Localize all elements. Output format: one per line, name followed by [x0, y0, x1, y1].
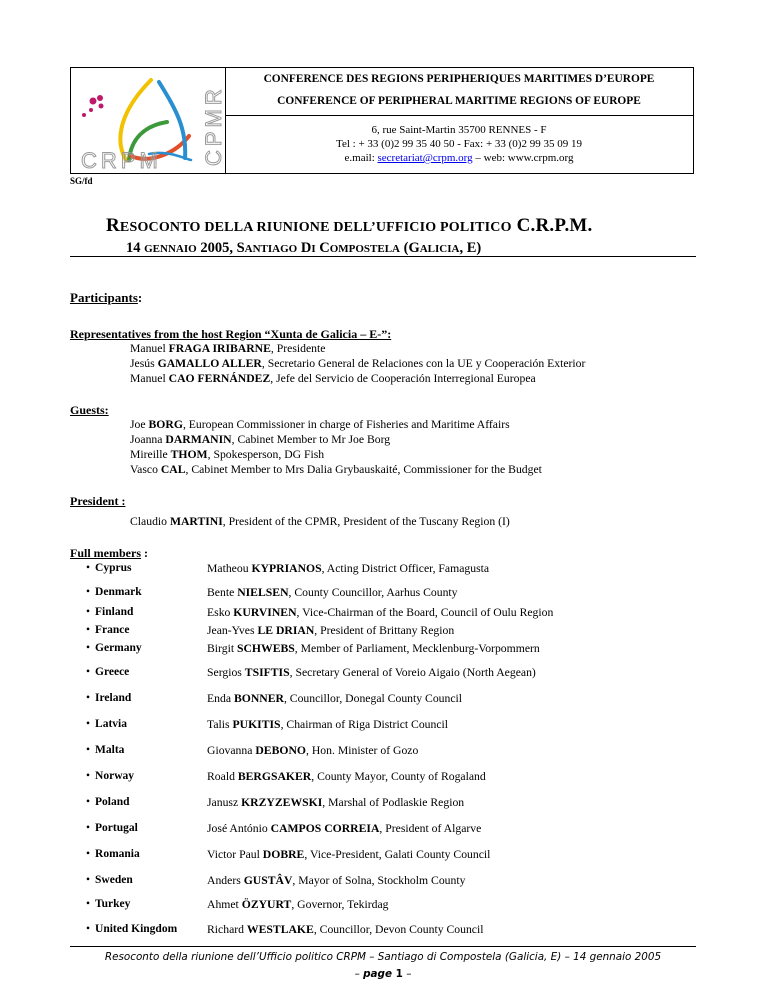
member-person: Victor Paul DOBRE, Vice-President, Galati County Council — [207, 848, 491, 861]
logo-text-cpmr: CPMR — [201, 85, 225, 166]
member-country: • Germany — [86, 642, 142, 654]
participants-heading: Participants: — [70, 290, 143, 305]
member-person: Richard WESTLAKE, Councillor, Devon County Council — [207, 923, 484, 936]
member-country: • Ireland — [86, 692, 131, 704]
footer-rule — [70, 946, 696, 947]
member-country: • United Kingdom — [86, 923, 177, 935]
guest-person: Joanna DARMANIN, Cabinet Member to Mr Joe Borg — [130, 433, 391, 446]
member-person: Ahmet ÖZYURT, Governor, Tekirdag — [207, 898, 389, 911]
logo-text-crpm: CRPM — [81, 148, 162, 173]
host-person: Jesús GAMALLO ALLER, Secretario General de Relaciones con la UE y Cooperación Exterior — [130, 357, 586, 370]
member-person: Janusz KRZYZEWSKI, Marshal of Podlaskie Region — [207, 796, 465, 809]
letterhead — [70, 67, 694, 174]
email-web — [225, 151, 693, 165]
member-person: Anders GUSTÂV, Mayor of Solna, Stockholm County — [207, 874, 466, 887]
member-country: • Denmark — [86, 586, 142, 598]
president-heading: President : — [70, 494, 126, 508]
guest-person: Mireille THOM, Spokesperson, DG Fish — [130, 448, 325, 461]
document-subtitle: 14 GENNAIO 2005, SANTIAGO DI COMPOSTELA (GALICIA, E) — [126, 240, 482, 256]
host-person: Manuel FRAGA IRIBARNE, Presidente — [130, 342, 326, 355]
page-number: – page 1 – — [354, 968, 412, 980]
member-country: • Malta — [86, 744, 124, 756]
member-country: • Poland — [86, 796, 130, 808]
member-country: • Latvia — [86, 718, 127, 730]
member-person: Roald BERGSAKER, County Mayor, County of Rogaland — [207, 770, 486, 783]
member-country: • Cyprus — [86, 562, 131, 574]
member-person: Giovanna DEBONO, Hon. Minister of Gozo — [207, 744, 419, 757]
member-country: • Greece — [86, 666, 129, 678]
full-members-heading: Full members : — [70, 546, 148, 560]
member-person: Jean-Yves LE DRIAN, President of Brittany Region — [207, 624, 455, 637]
header-divider — [225, 115, 693, 116]
member-person: Talis PUKITIS, Chairman of Riga District Council — [207, 718, 449, 731]
document-title: RESOCONTO DELLA RIUNIONE DELL’UFFICIO POLITICO C.R.P.M. — [106, 215, 593, 236]
member-person: Enda BONNER, Councillor, Donegal County Council — [207, 692, 463, 705]
guests-heading: Guests: — [70, 403, 109, 417]
host-heading: Representatives from the host Region “Xunta de Galicia – E-”: — [70, 327, 392, 341]
title-rule — [70, 256, 696, 257]
member-person: Esko KURVINEN, Vice-Chairman of the Board, Council of Oulu Region — [207, 606, 554, 619]
guest-person: Vasco CAL, Cabinet Member to Mrs Dalia Grybauskaité, Commissioner for the Budget — [130, 463, 542, 476]
address: 6, rue Saint-Martin 35700 RENNES - F — [371, 124, 547, 136]
web-text: – web: www.crpm.org — [475, 152, 574, 164]
member-country: • Portugal — [86, 822, 138, 834]
org-name-en: CONFERENCE OF PERIPHERAL MARITIME REGIONS OF EUROPE — [277, 95, 641, 107]
member-country: • Turkey — [86, 898, 130, 910]
email-label: e.mail: — [344, 152, 375, 164]
member-person: Matheou KYPRIANOS, Acting District Officer, Famagusta — [207, 562, 490, 575]
phone-fax: Tel : + 33 (0)2 99 35 40 50 - Fax: + 33 (0)2 99 35 09 19 — [336, 138, 582, 150]
host-person: Manuel CAO FERNÁNDEZ, Jefe del Servicio de Cooperación Interregional Europea — [130, 372, 536, 385]
member-country: • Norway — [86, 770, 134, 782]
member-country: • Romania — [86, 848, 140, 860]
logo-cell — [71, 68, 226, 173]
guest-person: Joe BORG, European Commissioner in charge of Fisheries and Maritime Affairs — [130, 418, 510, 431]
member-country: • Finland — [86, 606, 133, 618]
member-person: Sergios TSIFTIS, Secretary General of Voreio Aigaio (North Aegean) — [207, 666, 536, 679]
member-person: José António CAMPOS CORREIA, President of Algarve — [207, 822, 482, 835]
member-country: • Sweden — [86, 874, 133, 886]
contact-block — [225, 123, 693, 165]
member-country: • France — [86, 624, 130, 636]
reference-code: SG/fd — [70, 176, 93, 186]
president-person: Claudio MARTINI, President of the CPMR, President of the Tuscany Region (I) — [130, 515, 510, 528]
org-name-fr: CONFERENCE DES REGIONS PERIPHERIQUES MARITIMES D’EUROPE — [263, 73, 655, 85]
email-link[interactable]: secretariat@crpm.org — [377, 152, 473, 164]
member-person: Bente NIELSEN, County Councillor, Aarhus County — [207, 586, 458, 599]
footer-text: Resoconto della riunione dell’Ufficio politico CRPM – Santiago di Compostela (Galicia, E) – 14 gennaio 2005 — [104, 951, 662, 963]
member-person: Birgit SCHWEBS, Member of Parliament, Mecklenburg-Vorpommern — [207, 642, 540, 655]
cpmr-logo — [71, 68, 225, 173]
